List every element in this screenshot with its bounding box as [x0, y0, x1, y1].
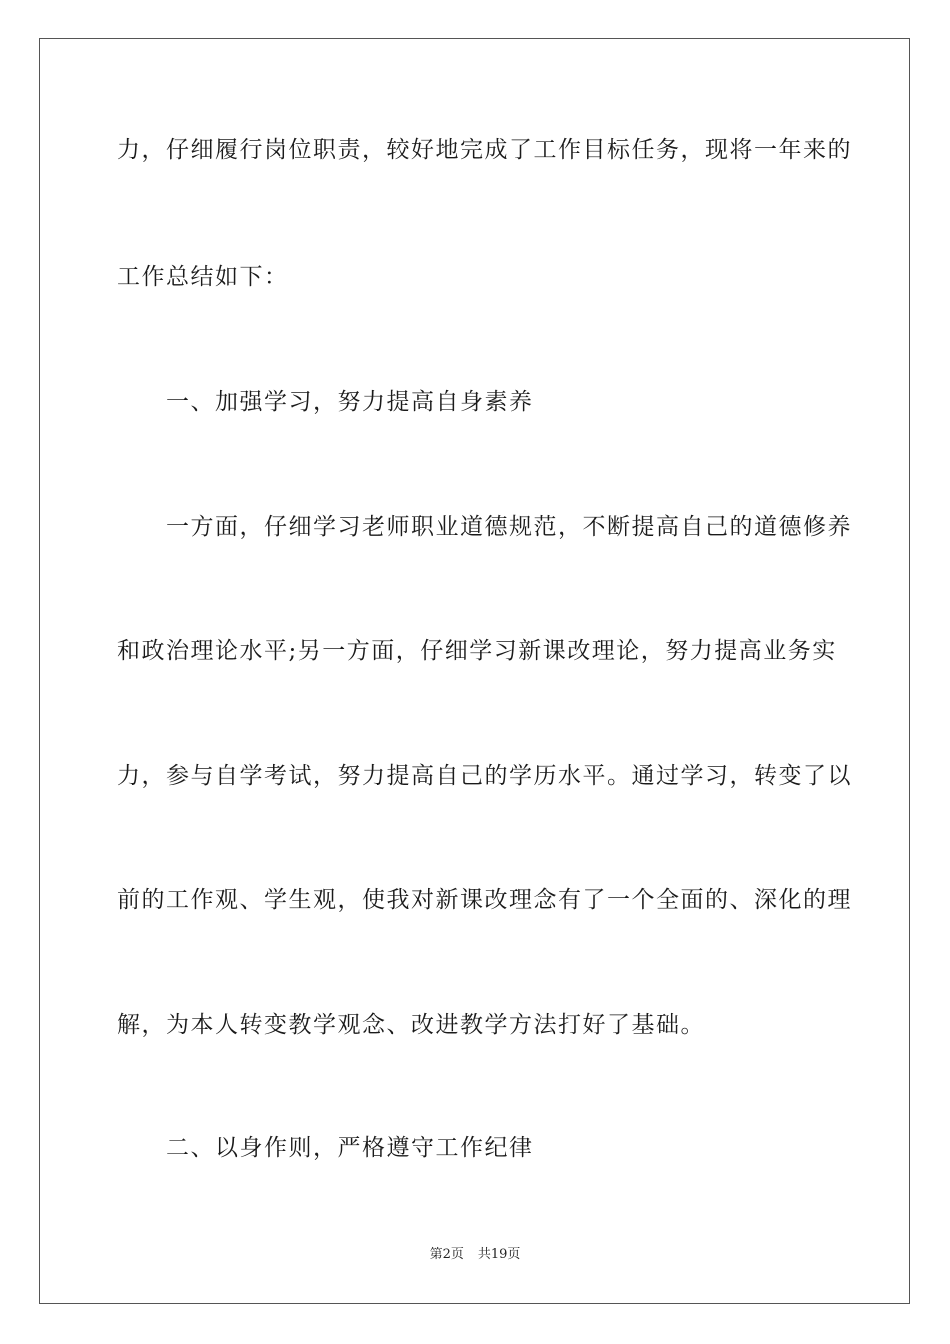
body-text-line: 工作总结如下：: [117, 264, 289, 290]
body-text-line: 一方面，仔细学习老师职业道德规范，不断提高自己的道德修养: [166, 514, 852, 540]
body-text-line: 力，参与自学考试，努力提高自己的学历水平。通过学习，转变了以: [117, 763, 852, 789]
body-text-line: 解，为本人转变教学观念、改进教学方法打好了基础。: [117, 1012, 705, 1038]
body-text-line: 力，仔细履行岗位职责，较好地完成了工作目标任务，现将一年来的: [117, 137, 852, 163]
page-number: 第2页: [429, 1247, 464, 1262]
page-total: 共19页: [477, 1247, 521, 1262]
body-text-line: 和政治理论水平;另一方面，仔细学习新课改理论，努力提高业务实: [117, 638, 837, 664]
page-footer: [0, 1246, 950, 1264]
body-text-line: 前的工作观、学生观，使我对新课改理念有了一个全面的、深化的理: [117, 887, 852, 913]
page-frame: [39, 38, 910, 1304]
section-heading: 一、加强学习，努力提高自身素养: [166, 389, 534, 415]
section-heading: 二、以身作则，严格遵守工作纪律: [166, 1135, 534, 1161]
